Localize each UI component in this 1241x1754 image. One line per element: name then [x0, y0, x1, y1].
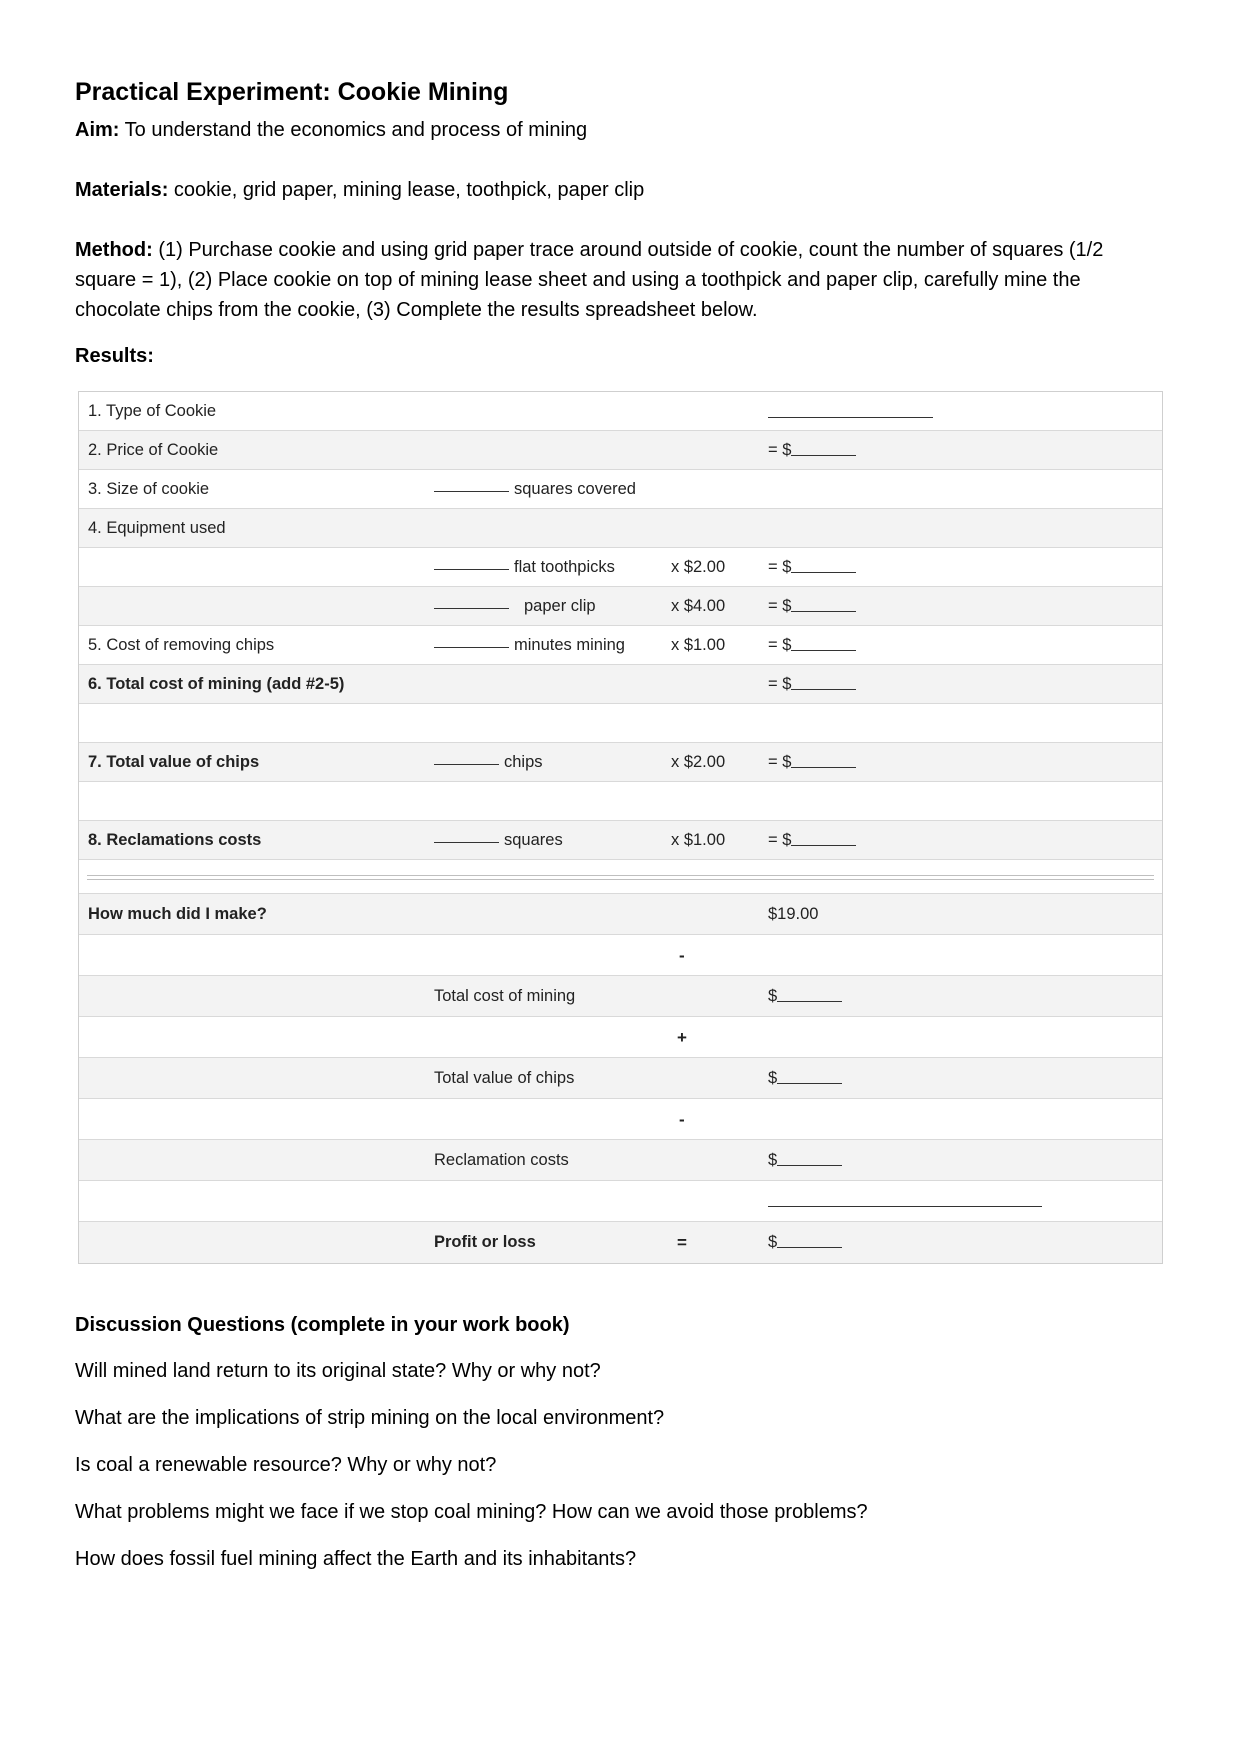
result-cell	[768, 821, 856, 860]
summary-result	[768, 976, 842, 1017]
unit-label: chips	[504, 753, 543, 771]
row-label: How much did I make?	[88, 905, 267, 923]
discussion-question: Will mined land return to its original state? Why or why not?	[75, 1360, 601, 1382]
row-size-of-cookie	[79, 470, 1162, 509]
result-prefix: = $	[768, 831, 792, 849]
result-cell	[768, 626, 856, 665]
quantity-blank[interactable]	[434, 569, 509, 570]
quantity-blank[interactable]	[434, 764, 499, 765]
double-rule	[87, 875, 1154, 880]
row-summary-reclamation	[79, 1140, 1162, 1181]
result-prefix: = $	[768, 636, 792, 654]
result-prefix: = $	[768, 558, 792, 576]
result-prefix: = $	[768, 675, 792, 693]
result-prefix: $	[768, 1233, 778, 1251]
equals-symbol: =	[677, 1233, 687, 1252]
row-label: 2. Price of Cookie	[88, 441, 219, 459]
minus-symbol: -	[679, 946, 685, 965]
result-cell	[768, 665, 856, 704]
rate-label: x $1.00	[671, 636, 726, 654]
result-blank[interactable]	[791, 611, 856, 612]
results-spreadsheet	[78, 391, 1163, 1264]
row-total-value-chips	[79, 743, 1162, 782]
row-paper-clip	[79, 587, 1162, 626]
discussion-heading: Discussion Questions (complete in your work book)	[75, 1314, 570, 1336]
row-cost-removing-chips	[79, 626, 1162, 665]
summary-result	[768, 1222, 842, 1263]
cookie-type-blank[interactable]	[768, 417, 933, 418]
summary-label: Total cost of mining	[434, 987, 576, 1005]
summary-result	[768, 1140, 842, 1181]
double-rule-separator	[79, 860, 1162, 894]
minus-symbol: -	[679, 1110, 685, 1129]
aim-label: Aim:	[75, 119, 120, 141]
unit-label: squares	[504, 831, 563, 849]
row-summary-total-cost	[79, 976, 1162, 1017]
summary-label: Total value of chips	[434, 1069, 575, 1087]
discussion-question: What are the implications of strip mining on the local environment?	[75, 1407, 665, 1429]
discussion-question: What problems might we face if we stop coal mining? How can we avoid those problems?	[75, 1501, 868, 1523]
result-prefix: $	[768, 987, 778, 1005]
quantity-blank[interactable]	[434, 491, 509, 492]
result-blank[interactable]	[777, 1001, 842, 1002]
plus-symbol: +	[677, 1028, 687, 1047]
result-cell	[768, 548, 856, 587]
method-label: Method:	[75, 239, 153, 261]
result-prefix: = $	[768, 597, 792, 615]
result-cell	[768, 587, 856, 626]
aim-text: To understand the economics and process of mining	[119, 119, 588, 141]
result-blank[interactable]	[791, 572, 856, 573]
quantity-cell	[434, 587, 596, 626]
quantity-cell	[434, 626, 625, 665]
result-prefix: $	[768, 1151, 778, 1169]
worksheet-body	[75, 70, 1165, 371]
row-label: 3. Size of cookie	[88, 480, 210, 498]
row-label: 4. Equipment used	[88, 519, 226, 537]
materials-paragraph	[75, 175, 1165, 205]
result-blank[interactable]	[777, 1247, 842, 1248]
row-how-much-did-i-make	[79, 894, 1162, 935]
result-prefix: $	[768, 1069, 778, 1087]
materials-text: cookie, grid paper, mining lease, toothpick, paper clip	[168, 179, 645, 201]
result-blank[interactable]	[791, 689, 856, 690]
sum-underline	[768, 1206, 1042, 1207]
page-title: Practical Experiment: Cookie Mining	[75, 78, 509, 106]
unit-label: paper clip	[524, 597, 596, 615]
row-equipment-used	[79, 509, 1162, 548]
discussion-question: Is coal a renewable resource? Why or why not?	[75, 1454, 497, 1476]
result-cell	[768, 743, 856, 782]
result-blank[interactable]	[791, 455, 856, 456]
results-heading: Results:	[75, 345, 154, 367]
unit-label: flat toothpicks	[514, 558, 615, 576]
rate-label: x $2.00	[671, 753, 726, 771]
row-label: 6. Total cost of mining (add #2-5)	[88, 675, 345, 693]
materials-label: Materials:	[75, 179, 169, 201]
quantity-blank[interactable]	[434, 647, 509, 648]
starting-amount: $19.00	[768, 905, 819, 923]
row-type-of-cookie	[79, 392, 1162, 431]
row-label: 7. Total value of chips	[88, 753, 260, 771]
method-text: (1) Purchase cookie and using grid paper trace around outside of cookie, count the number of squares (1/2 square = 1), (2) Place cookie on top of mining lease sheet and using a toothpick and paper clip, carefully mine the chocolate chips from the cookie, (3) Complete the results spreadsheet below.	[75, 239, 1104, 321]
unit-label: squares covered	[514, 480, 636, 498]
result-prefix: = $	[768, 753, 792, 771]
row-profit-or-loss	[79, 1222, 1162, 1263]
rate-label: x $2.00	[671, 558, 726, 576]
summary-label: Profit or loss	[434, 1233, 536, 1251]
rate-label: x $4.00	[671, 597, 726, 615]
row-operator	[79, 1017, 1162, 1058]
row-label: 5. Cost of removing chips	[88, 636, 275, 654]
result-prefix: = $	[768, 441, 792, 459]
result-cell	[768, 431, 856, 470]
unit-label: minutes mining	[514, 636, 625, 654]
row-toothpicks	[79, 548, 1162, 587]
row-summary-total-value	[79, 1058, 1162, 1099]
row-reclamation-costs	[79, 821, 1162, 860]
method-paragraph	[75, 235, 1165, 325]
result-blank[interactable]	[791, 650, 856, 651]
summary-result	[768, 1058, 842, 1099]
quantity-blank[interactable]	[434, 842, 499, 843]
result-blank[interactable]	[791, 767, 856, 768]
row-operator	[79, 1099, 1162, 1140]
rate-label: x $1.00	[671, 831, 726, 849]
row-price-of-cookie	[79, 431, 1162, 470]
quantity-cell	[434, 548, 615, 587]
row-label: 1. Type of Cookie	[88, 402, 217, 420]
result-blank[interactable]	[791, 845, 856, 846]
row-empty	[79, 704, 1162, 743]
quantity-cell	[434, 821, 563, 860]
row-total-cost-mining	[79, 665, 1162, 704]
result-blank[interactable]	[777, 1083, 842, 1084]
summary-label: Reclamation costs	[434, 1151, 569, 1169]
aim-paragraph	[75, 115, 1165, 145]
quantity-cell	[434, 470, 636, 509]
discussion-section	[75, 1310, 1165, 1591]
row-empty	[79, 782, 1162, 821]
discussion-question: How does fossil fuel mining affect the Earth and its inhabitants?	[75, 1548, 637, 1570]
row-sum-line	[79, 1181, 1162, 1222]
row-operator	[79, 935, 1162, 976]
row-label: 8. Reclamations costs	[88, 831, 262, 849]
result-blank[interactable]	[777, 1165, 842, 1166]
quantity-cell	[434, 743, 543, 782]
quantity-blank[interactable]	[434, 608, 509, 609]
